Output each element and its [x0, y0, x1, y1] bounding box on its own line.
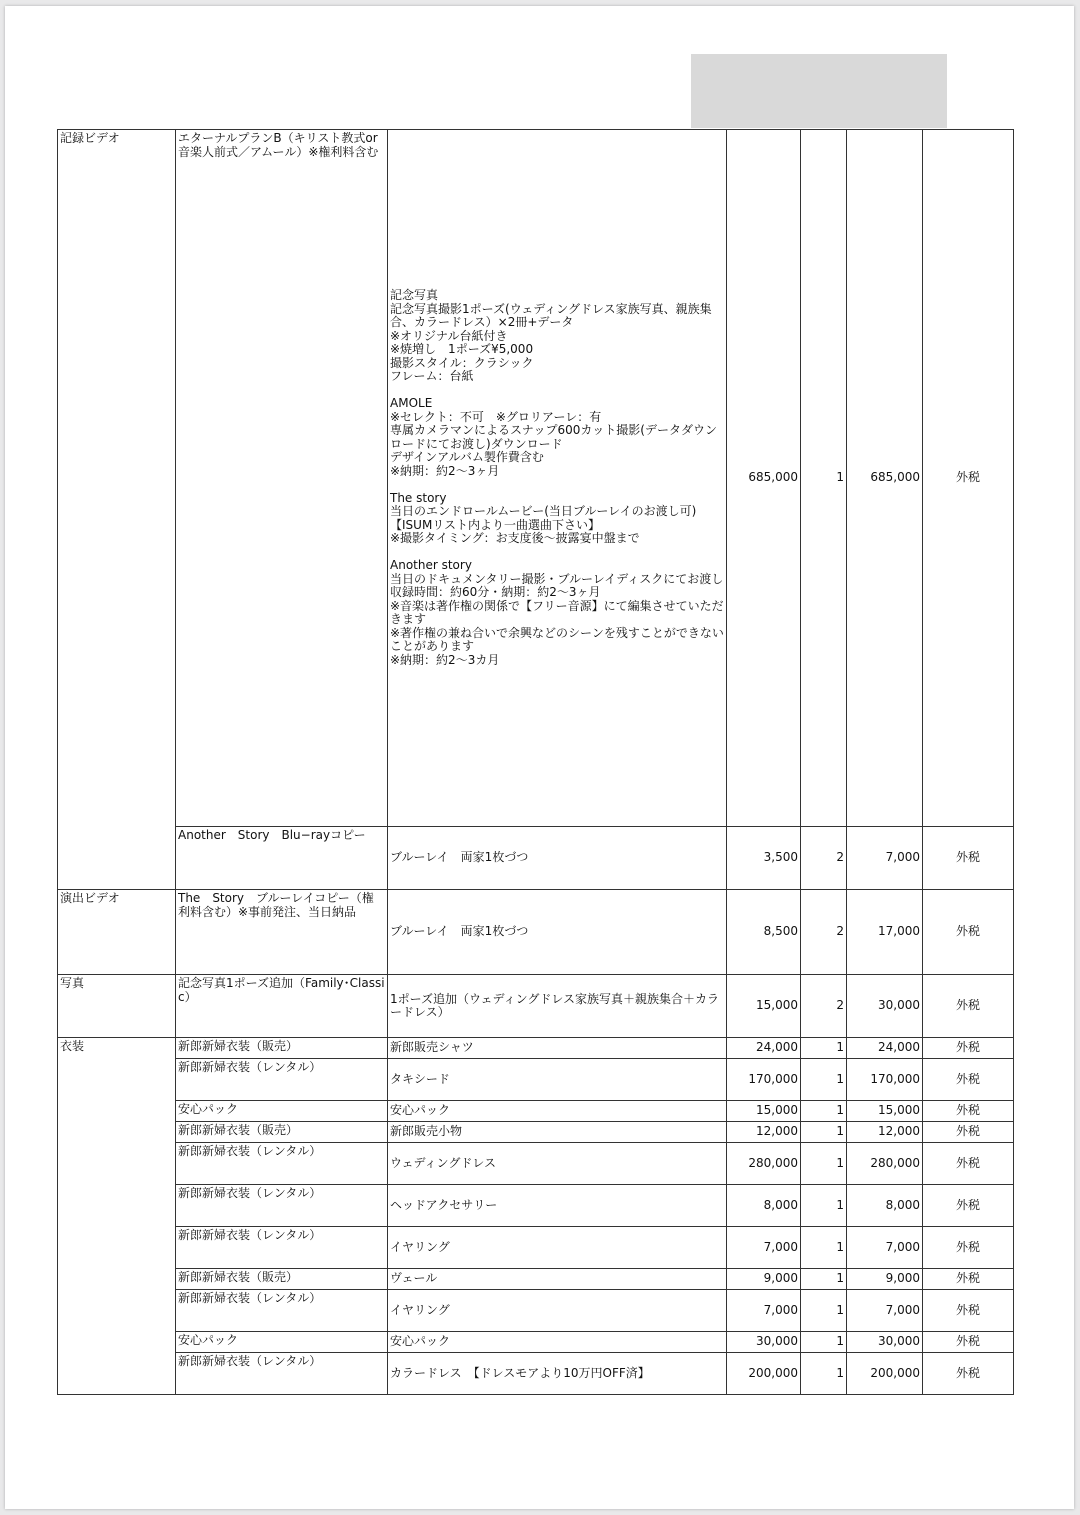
quantity-cell: 1: [801, 1227, 847, 1269]
quantity-cell: 1: [801, 1185, 847, 1227]
table-row: [58, 890, 1014, 975]
tax-cell: 外税: [923, 1290, 1014, 1332]
tax-cell: 外税: [923, 890, 1014, 975]
table-row: [58, 1122, 1014, 1143]
category-cell: 衣装: [58, 1038, 176, 1395]
quantity-cell: 1: [801, 1059, 847, 1101]
unit-price-cell: 7,000: [727, 1227, 801, 1269]
quantity-cell: 1: [801, 1122, 847, 1143]
amount-cell: 9,000: [847, 1269, 923, 1290]
unit-price-cell: 7,000: [727, 1290, 801, 1332]
amount-cell: 30,000: [847, 1332, 923, 1353]
description-cell: ヴェール: [388, 1269, 727, 1290]
tax-cell: 外税: [923, 1122, 1014, 1143]
table-row: [58, 1143, 1014, 1185]
item-cell: エターナルプランB（キリスト教式or音楽人前式／アムール）※権利料含む: [176, 130, 388, 827]
tax-cell: 外税: [923, 1185, 1014, 1227]
tax-cell: 外税: [923, 1269, 1014, 1290]
amount-cell: 200,000: [847, 1353, 923, 1395]
amount-cell: 685,000: [847, 130, 923, 827]
amount-cell: 170,000: [847, 1059, 923, 1101]
item-cell: 記念写真1ポーズ追加（Family･Classic）: [176, 975, 388, 1038]
item-cell: 新郎新婦衣装（レンタル）: [176, 1290, 388, 1332]
tax-cell: 外税: [923, 975, 1014, 1038]
description-cell: ブルーレイ 両家1枚づつ: [388, 827, 727, 890]
item-cell: Another Story Blu−rayコピー: [176, 827, 388, 890]
table-row: [58, 1290, 1014, 1332]
table-row: [58, 1353, 1014, 1395]
description-cell: ブルーレイ 両家1枚づつ: [388, 890, 727, 975]
quantity-cell: 1: [801, 1353, 847, 1395]
tax-cell: 外税: [923, 827, 1014, 890]
item-cell: 新郎新婦衣装（レンタル）: [176, 1059, 388, 1101]
description-cell: 記念写真 記念写真撮影1ポーズ(ウェディングドレス家族写真、親族集合、カラードレス）×2冊+データ ※オリジナル台紙付き ※焼増し 1ポーズ¥5,000 撮影スタイル：クラシック フレーム：台紙 AMOLE ※セレクト：不可 ※グロリアーレ：有 専属カメラマンによるスナップ600カット撮影(データダウンロードにてお渡し)ダウンロード デザインアルバム製作費含む ※納期：約2〜3ヶ月 The story 当日のエンドロールムービー(当日ブルーレイのお渡し可) 【ISUMリスト内より一曲選曲下さい】 ※撮影タイミング：お支度後〜披露宴中盤まで Another story 当日のドキュメンタリー撮影・ブルーレイディスクにてお渡し 収録時間：約60分・納期：約2〜3ヶ月 ※音楽は著作権の関係で【フリー音源】にて編集させていただきます ※著作権の兼ね合いで余興などのシーンを残すことができないことがあります ※納期：約2〜3カ月: [388, 130, 727, 827]
estimate-table: [57, 129, 1014, 1395]
amount-cell: 12,000: [847, 1122, 923, 1143]
unit-price-cell: 15,000: [727, 1101, 801, 1122]
tax-cell: 外税: [923, 1143, 1014, 1185]
unit-price-cell: 8,500: [727, 890, 801, 975]
category-cell: 写真: [58, 975, 176, 1038]
table-row: [58, 1101, 1014, 1122]
tax-cell: 外税: [923, 1038, 1014, 1059]
tax-cell: 外税: [923, 1227, 1014, 1269]
quantity-cell: 2: [801, 890, 847, 975]
redacted-area: [691, 54, 947, 128]
description-cell: 1ポーズ追加（ウェディングドレス家族写真＋親族集合＋カラードレス）: [388, 975, 727, 1038]
quantity-cell: 1: [801, 1143, 847, 1185]
item-cell: 安心パック: [176, 1332, 388, 1353]
quantity-cell: 1: [801, 1290, 847, 1332]
description-cell: 新郎販売小物: [388, 1122, 727, 1143]
tax-cell: 外税: [923, 1332, 1014, 1353]
description-cell: イヤリング: [388, 1290, 727, 1332]
unit-price-cell: 8,000: [727, 1185, 801, 1227]
table-row: [58, 1038, 1014, 1059]
table-row: [58, 975, 1014, 1038]
quantity-cell: 2: [801, 827, 847, 890]
quantity-cell: 1: [801, 1101, 847, 1122]
description-cell: カラードレス 【ドレスモアより10万円OFF済】: [388, 1353, 727, 1395]
amount-cell: 15,000: [847, 1101, 923, 1122]
item-cell: 新郎新婦衣装（販売）: [176, 1038, 388, 1059]
table-row: [58, 1332, 1014, 1353]
unit-price-cell: 3,500: [727, 827, 801, 890]
quantity-cell: 1: [801, 1269, 847, 1290]
amount-cell: 280,000: [847, 1143, 923, 1185]
quantity-cell: 1: [801, 130, 847, 827]
item-cell: 新郎新婦衣装（販売）: [176, 1269, 388, 1290]
item-cell: 安心パック: [176, 1101, 388, 1122]
table-row: [58, 1185, 1014, 1227]
tax-cell: 外税: [923, 1059, 1014, 1101]
amount-cell: 7,000: [847, 1227, 923, 1269]
amount-cell: 7,000: [847, 827, 923, 890]
description-cell: ウェディングドレス: [388, 1143, 727, 1185]
unit-price-cell: 280,000: [727, 1143, 801, 1185]
table-row: [58, 1227, 1014, 1269]
unit-price-cell: 12,000: [727, 1122, 801, 1143]
unit-price-cell: 15,000: [727, 975, 801, 1038]
quantity-cell: 1: [801, 1332, 847, 1353]
tax-cell: 外税: [923, 130, 1014, 827]
description-cell: ヘッドアクセサリー: [388, 1185, 727, 1227]
description-cell: タキシード: [388, 1059, 727, 1101]
item-cell: 新郎新婦衣装（レンタル）: [176, 1143, 388, 1185]
amount-cell: 17,000: [847, 890, 923, 975]
item-cell: 新郎新婦衣装（レンタル）: [176, 1353, 388, 1395]
description-cell: 新郎販売シャツ: [388, 1038, 727, 1059]
quantity-cell: 2: [801, 975, 847, 1038]
table-row: [58, 130, 1014, 827]
tax-cell: 外税: [923, 1101, 1014, 1122]
description-cell: 安心パック: [388, 1332, 727, 1353]
amount-cell: 7,000: [847, 1290, 923, 1332]
tax-cell: 外税: [923, 1353, 1014, 1395]
description-cell: イヤリング: [388, 1227, 727, 1269]
table-row: [58, 1269, 1014, 1290]
description-cell: 安心パック: [388, 1101, 727, 1122]
item-cell: 新郎新婦衣装（レンタル）: [176, 1227, 388, 1269]
unit-price-cell: 200,000: [727, 1353, 801, 1395]
unit-price-cell: 685,000: [727, 130, 801, 827]
amount-cell: 30,000: [847, 975, 923, 1038]
unit-price-cell: 30,000: [727, 1332, 801, 1353]
quantity-cell: 1: [801, 1038, 847, 1059]
category-cell: 記録ビデオ: [58, 130, 176, 890]
unit-price-cell: 170,000: [727, 1059, 801, 1101]
unit-price-cell: 9,000: [727, 1269, 801, 1290]
item-cell: 新郎新婦衣装（販売）: [176, 1122, 388, 1143]
amount-cell: 24,000: [847, 1038, 923, 1059]
item-cell: The Story ブルーレイコピー（権利料含む）※事前発注、当日納品: [176, 890, 388, 975]
category-cell: 演出ビデオ: [58, 890, 176, 975]
amount-cell: 8,000: [847, 1185, 923, 1227]
item-cell: 新郎新婦衣装（レンタル）: [176, 1185, 388, 1227]
unit-price-cell: 24,000: [727, 1038, 801, 1059]
table-row: [58, 1059, 1014, 1101]
table-row: [58, 827, 1014, 890]
